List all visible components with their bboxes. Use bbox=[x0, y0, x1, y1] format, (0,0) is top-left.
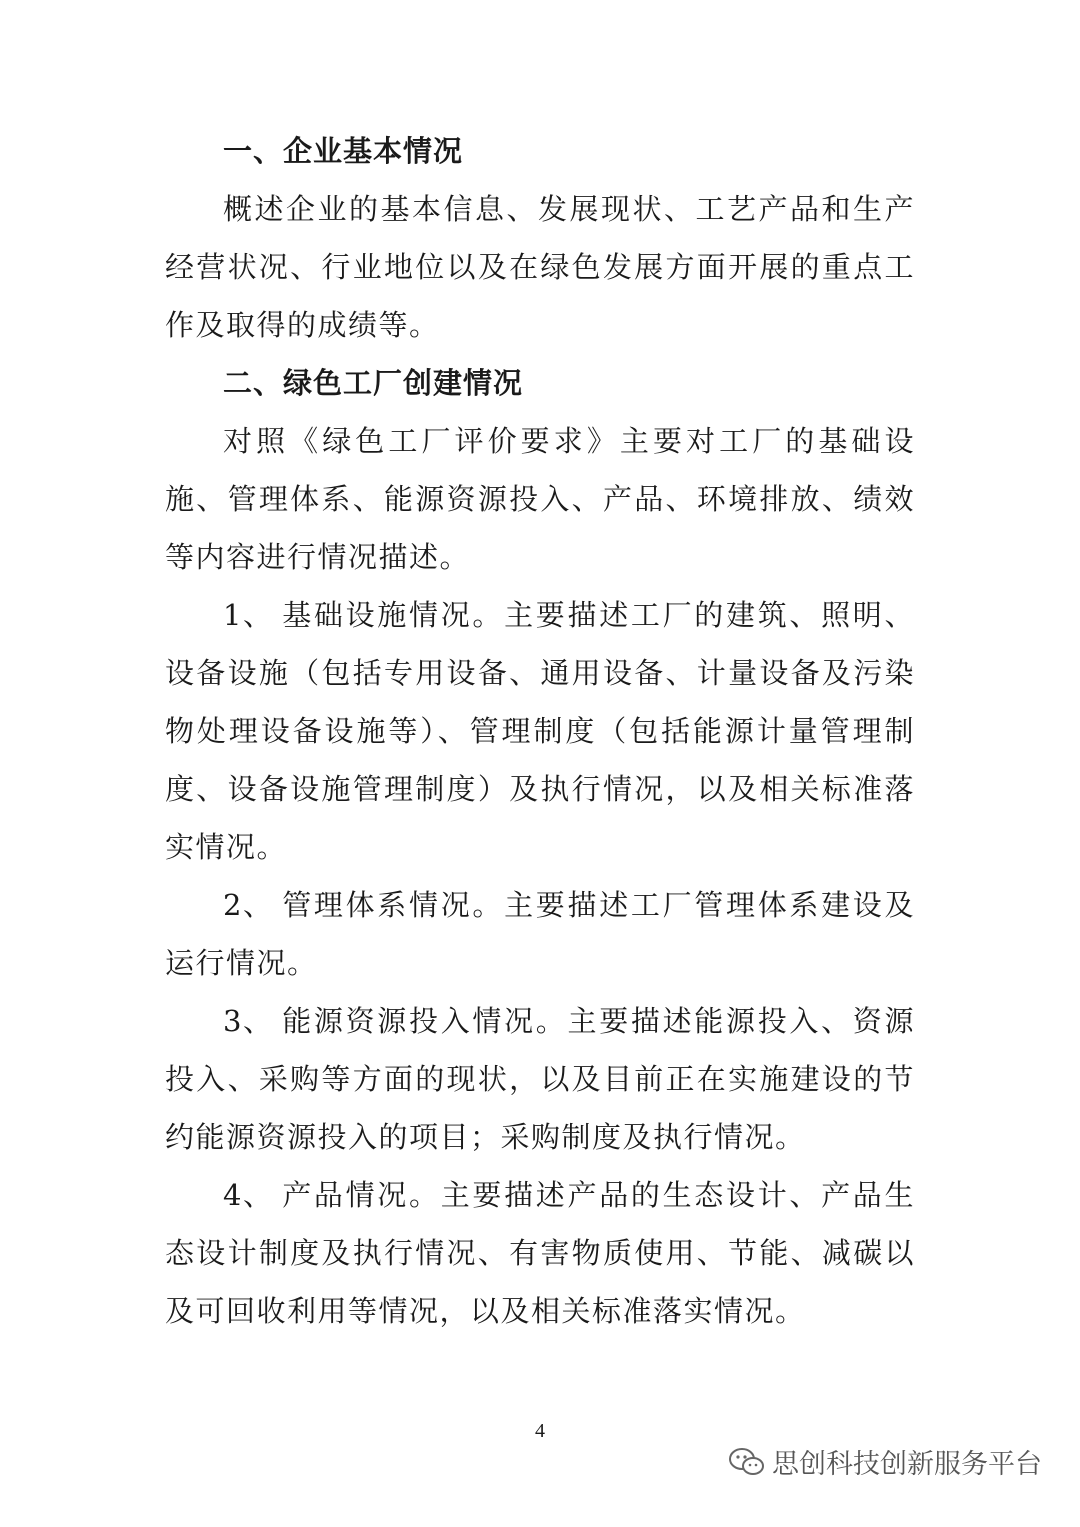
list-item-text: 管理体系情况。主要描述工厂管理体系建设及运行情况。 bbox=[165, 888, 915, 980]
document-body bbox=[165, 122, 915, 1340]
paragraph-1: 概述企业的基本信息、发展现状、工艺产品和生产经营状况、行业地位以及在绿色发展方面开展的重点工作及取得的成绩等。 bbox=[165, 192, 915, 342]
list-item-4 bbox=[165, 1166, 915, 1340]
list-item-text: 基础设施情况。主要描述工厂的建筑、照明、设备设施（包括专用设备、通用设备、计量设备及污染物处理设备设施等）、管理制度（包括能源计量管理制度、设备设施管理制度）及执行情况，以及相关标准落实情况。 bbox=[165, 598, 915, 864]
list-item-2 bbox=[165, 876, 915, 992]
wechat-icon bbox=[728, 1447, 766, 1477]
list-item-1 bbox=[165, 586, 915, 876]
page-number: 4 bbox=[535, 1420, 545, 1442]
list-item-text: 能源资源投入情况。主要描述能源投入、资源投入、采购等方面的现状，以及目前正在实施建设的节约能源资源投入的项目；采购制度及执行情况。 bbox=[165, 1004, 915, 1154]
list-item-number: 3、 bbox=[223, 1004, 274, 1038]
watermark-text: 思创科技创新服务平台 bbox=[772, 1449, 1042, 1480]
watermark bbox=[728, 1442, 1042, 1481]
list-item-text: 产品情况。主要描述产品的生态设计、产品生态设计制度及执行情况、有害物质使用、节能、减碳以及可回收利用等情况，以及相关标准落实情况。 bbox=[165, 1178, 915, 1328]
list-item-number: 2、 bbox=[223, 888, 274, 922]
list-item-number: 1、 bbox=[223, 598, 274, 632]
section-heading-1: 一、企业基本情况 bbox=[223, 134, 464, 168]
paragraph-2: 对照《绿色工厂评价要求》主要对工厂的基础设施、管理体系、能源资源投入、产品、环境排放、绩效等内容进行情况描述。 bbox=[165, 424, 915, 574]
section-heading-2: 二、绿色工厂创建情况 bbox=[223, 366, 524, 400]
list-item-number: 4、 bbox=[223, 1178, 274, 1212]
list-item-3 bbox=[165, 992, 915, 1166]
